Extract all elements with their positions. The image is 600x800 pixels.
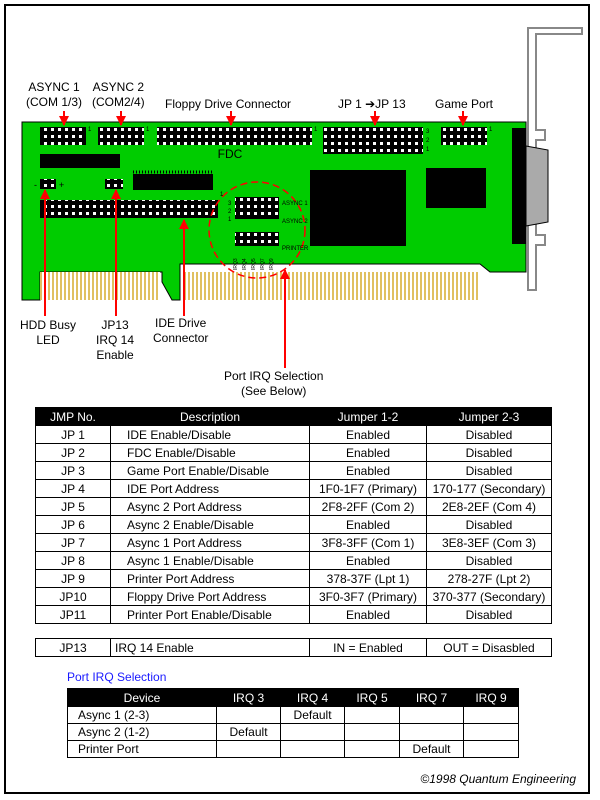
cell-jumper-1-2: Enabled [310,516,427,534]
port-irq-label [224,369,323,399]
cell-irq [281,724,345,741]
jp13-cell-desc: IRQ 14 Enable [111,639,310,657]
fdc-label: FDC [217,147,243,161]
hdd-led-jumper [40,179,56,189]
board-irq-label: IRQ3 [233,258,239,270]
cell-irq [464,741,519,758]
cell-jumper-1-2: 2F8-2FF (Com 2) [310,498,427,516]
led-plus: + [59,180,65,190]
port-irq-line2: (See Below) [241,384,307,398]
cell-description: Game Port Enable/Disable [111,462,310,480]
table-row [68,741,519,758]
col-irq3: IRQ 3 [217,689,281,707]
cell-description: FDC Enable/Disable [111,444,310,462]
hdd-busy-line1: HDD Busy [20,318,77,332]
irq-section-title: Port IRQ Selection [67,670,167,684]
cell-jumper-2-3: Disabled [427,606,552,624]
edge-contacts-right [182,272,478,300]
table-row [36,498,552,516]
cell-irq [281,741,345,758]
cell-irq [399,707,463,724]
async2-header [98,127,144,145]
col-irq5: IRQ 5 [345,689,400,707]
chip-medium [426,168,486,208]
cell-jumper-2-3: 370-377 (Secondary) [427,588,552,606]
irq-table [67,688,519,758]
hdd-busy-line2: LED [36,333,60,347]
irq-table-header [68,689,519,707]
cell-jmp-no: JP 2 [36,444,111,462]
cell-description: Async 1 Enable/Disable [111,552,310,570]
cell-jmp-no: JP 5 [36,498,111,516]
jp13-cell-no: JP13 [36,639,111,657]
pin-label-3: 3 [228,201,232,207]
cell-jumper-2-3: 278-27F (Lpt 2) [427,570,552,588]
board-irq-label: IRQ5 [251,258,257,270]
cell-jmp-no: JP 3 [36,462,111,480]
table-row [36,516,552,534]
board-irq-label: IRQ7 [260,258,266,270]
table-row [36,570,552,588]
table-row [36,480,552,498]
table-row [68,707,519,724]
cell-irq: Default [399,741,463,758]
jumper-block-header [323,127,423,154]
table-row [36,426,552,444]
col-irq9: IRQ 9 [464,689,519,707]
pin-label-1-async1: 1 [88,127,92,133]
async2-label [92,80,145,110]
cell-jumper-1-2: 3F8-3FF (Com 1) [310,534,427,552]
cell-irq: Default [281,707,345,724]
cell-irq [464,724,519,741]
jumper-table [35,407,552,624]
table-row [36,606,552,624]
cell-description: Printer Port Enable/Disable [111,606,310,624]
cell-jumper-1-2: 378-37F (Lpt 1) [310,570,427,588]
cell-jmp-no: JP 4 [36,480,111,498]
cell-jumper-1-2: Enabled [310,444,427,462]
async1-irq-jumpers [235,197,279,219]
col-jumper-2-3: Jumper 2-3 [427,408,552,426]
cell-jumper-1-2: Enabled [310,462,427,480]
cell-irq [399,724,463,741]
col-irq7: IRQ 7 [399,689,463,707]
cell-description: Async 1 Port Address [111,534,310,552]
cell-jumper-2-3: Disabled [427,516,552,534]
cell-irq [345,707,400,724]
cell-jumper-2-3: 2E8-2EF (Com 4) [427,498,552,516]
table-row [36,444,552,462]
jp13-line3: Enable [96,348,134,362]
cell-jumper-2-3: 3E8-3EF (Com 3) [427,534,552,552]
cell-irq: Default [217,724,281,741]
floppy-label: Floppy Drive Connector [165,97,292,111]
board-label-async2: ASYNC 2 [282,219,308,225]
jp13-line2: IRQ 14 [96,333,135,347]
board-irq-label: IRQ4 [242,258,248,270]
cell-device: Printer Port [68,741,217,758]
cell-jmp-no: JP 1 [36,426,111,444]
jp13-table [35,638,552,657]
cell-jumper-2-3: Disabled [427,444,552,462]
col-jumper-1-2: Jumper 1-2 [310,408,427,426]
cell-jumper-2-3: Disabled [427,426,552,444]
cell-jmp-no: JP10 [36,588,111,606]
table-row [36,462,552,480]
chip-long [133,172,213,190]
cell-description: Async 2 Enable/Disable [111,516,310,534]
board-label-async1: ASYNC 1 [282,201,308,207]
led-minus: - [34,180,37,190]
cell-jumper-2-3: 170-177 (Secondary) [427,480,552,498]
ide-line2: Connector [153,331,209,345]
table-row [68,724,519,741]
edge-contacts-left [40,272,160,300]
jp-pin-3: 3 [426,129,430,135]
async2-title: ASYNC 2 [92,80,145,94]
cell-jumper-1-2: Enabled [310,426,427,444]
cell-jumper-2-3: Disabled [427,552,552,570]
game-port-header [441,127,487,145]
board-irq-label: IRQ9 [269,258,275,270]
cell-device: Async 1 (2-3) [68,707,217,724]
cell-description: IDE Enable/Disable [111,426,310,444]
table-row [36,534,552,552]
jp-pin-2: 2 [426,138,430,144]
async1-label [26,80,82,110]
cell-jmp-no: JP 9 [36,570,111,588]
pin-label-1-ide: 1 [220,192,224,198]
ide-line1: IDE Drive [155,316,207,330]
pin-label-1: 1 [228,217,232,223]
jp13-cell-in: IN = Enabled [310,639,427,657]
cell-description: Floppy Drive Port Address [111,588,310,606]
jp-pin-1: 1 [426,147,430,153]
pin-label-2: 2 [228,209,232,215]
cell-description: Printer Port Address [111,570,310,588]
cell-description: Async 2 Port Address [111,498,310,516]
table-row [36,588,552,606]
pin-label-1-async2: 1 [146,127,150,133]
cell-jmp-no: JP11 [36,606,111,624]
chip-small [40,154,120,168]
copyright: ©1998 Quantum Engineering [420,772,576,786]
col-description: Description [111,408,310,426]
pin-label-1-game: 1 [489,127,493,133]
jp13-jumper [105,179,123,189]
cell-jumper-1-2: 1F0-1F7 (Primary) [310,480,427,498]
cell-irq [464,707,519,724]
cell-jumper-1-2: 3F0-3F7 (Primary) [310,588,427,606]
pin-label-1-floppy: 1 [314,127,318,133]
cell-jmp-no: JP 7 [36,534,111,552]
jp-range-label: JP 1 ➔JP 13 [338,97,406,111]
jp13-cell-out: OUT = Disasbled [427,639,552,657]
board-label-printer: PRINTER [282,246,309,252]
table-row [36,552,552,570]
jp13-label [96,318,134,363]
async1-header [40,127,86,145]
printer-irq-jumpers [235,232,279,246]
jp13-line1: JP13 [101,318,129,332]
col-device: Device [68,689,217,707]
ide-header [40,200,218,218]
port-irq-line1: Port IRQ Selection [224,369,324,383]
cell-jumper-1-2: Enabled [310,552,427,570]
cell-jmp-no: JP 8 [36,552,111,570]
cell-jmp-no: JP 6 [36,516,111,534]
cell-irq [217,741,281,758]
chip-large [310,170,406,246]
hdd-busy-label [20,318,76,348]
async1-subtitle: (COM 1/3) [26,95,83,109]
game-port-label: Game Port [435,97,494,111]
async1-title: ASYNC 1 [28,80,80,94]
jumper-table-header [36,408,552,426]
cell-jumper-1-2: Enabled [310,606,427,624]
cell-jumper-2-3: Disabled [427,462,552,480]
table-row [36,639,552,657]
cell-irq [217,707,281,724]
col-irq4: IRQ 4 [281,689,345,707]
col-jmp-no: JMP No. [36,408,111,426]
ide-label [153,316,208,346]
cell-description: IDE Port Address [111,480,310,498]
floppy-header [157,127,312,145]
cell-irq [345,741,400,758]
cell-irq [345,724,400,741]
cell-device: Async 2 (1-2) [68,724,217,741]
async2-subtitle: (COM2/4) [92,95,145,109]
